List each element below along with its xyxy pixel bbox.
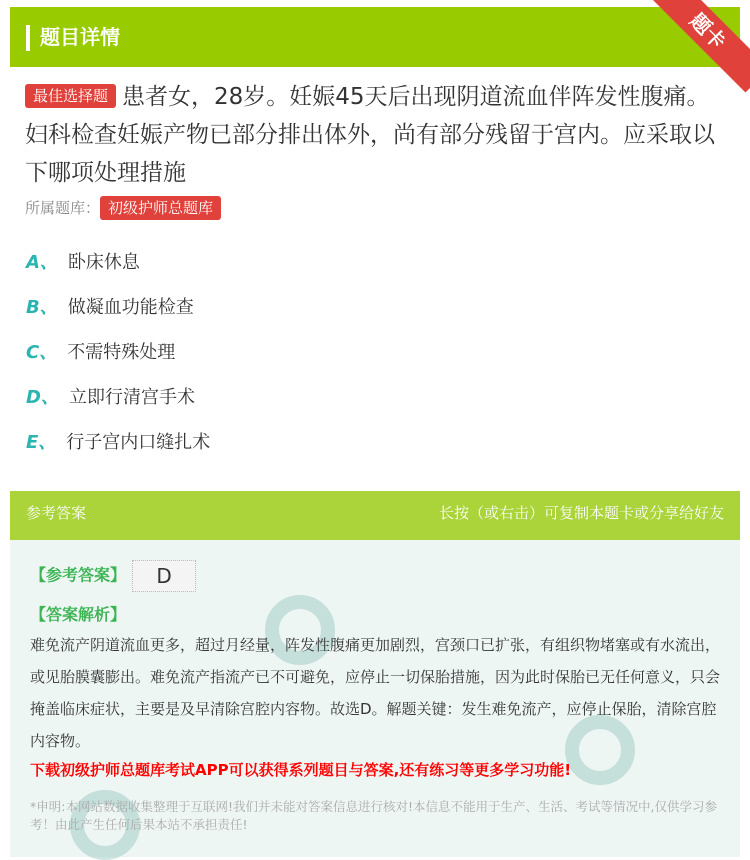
option-b[interactable]	[26, 295, 210, 340]
option-a[interactable]	[26, 250, 210, 295]
option-text: 立即行清宫手术	[68, 387, 195, 408]
answer-header-title: 参考答案	[26, 504, 87, 522]
option-text: 行子宫内口缝扎术	[66, 432, 211, 453]
bank-name-badge[interactable]: 初级护师总题库	[100, 196, 221, 220]
option-text: 不需特殊处理	[67, 342, 176, 363]
option-e[interactable]	[26, 430, 210, 475]
option-text: 卧床休息	[67, 252, 140, 273]
analysis-label: 【答案解析】	[30, 605, 127, 624]
question-type-badge: 最佳选择题	[25, 84, 116, 108]
reference-answer-value: D	[132, 560, 196, 592]
option-letter: E、	[26, 432, 57, 453]
question-bank	[25, 196, 227, 220]
question-detail-header	[10, 7, 740, 67]
options-list	[26, 250, 210, 475]
option-letter: A、	[26, 252, 58, 273]
header-title: 题目详情	[40, 25, 120, 49]
option-d[interactable]	[26, 385, 210, 430]
question-text: 患者女，28岁。妊娠45天后出现阴道流血伴阵发性腹痛。妇科检查妊娠产物已部分排出体外，尚有部分残留于宫内。应采取以下哪项处理措施	[25, 84, 715, 186]
app-promo-link[interactable]: 下载初级护师总题库考试APP可以获得系列题目与答案,还有练习等更多学习功能!	[30, 761, 572, 779]
question-card-ribbon[interactable]: 题卡	[646, 0, 750, 93]
answer-header	[10, 491, 740, 540]
share-hint: 长按（或右击）可复制本题卡或分享给好友	[438, 504, 724, 522]
option-letter: B、	[26, 297, 58, 318]
disclaimer: *申明:本网站数据收集整理于互联网!我们并未能对答案信息进行核对!本信息不能用于生产、生活、考试等情况中,仅供学习参考！由此产生任何后果本站不承担责任!	[30, 799, 717, 832]
option-c[interactable]	[26, 340, 210, 385]
answer-body	[10, 540, 740, 857]
option-letter: C、	[26, 342, 58, 363]
question-stem	[25, 78, 730, 192]
header-accent-bar	[26, 25, 30, 51]
bank-label: 所属题库：	[25, 199, 101, 217]
analysis-text: 难免流产阴道流血更多，超过月经量，阵发性腹痛更加剧烈，宫颈口已扩张，有组织物堵塞或有水流出，或见胎膜囊膨出。难免流产指流产已不可避免，应停止一切保胎措施，因为此时保胎已无任何意义，只会掩盖临床症状，主要是及早清除宫腔内容物。故选D。解题关键：发生难免流产，应停止保胎，清除宫腔内容物。	[30, 636, 721, 750]
reference-answer-label: 【参考答案】	[30, 565, 127, 585]
option-letter: D、	[26, 387, 59, 408]
option-text: 做凝血功能检查	[67, 297, 194, 318]
